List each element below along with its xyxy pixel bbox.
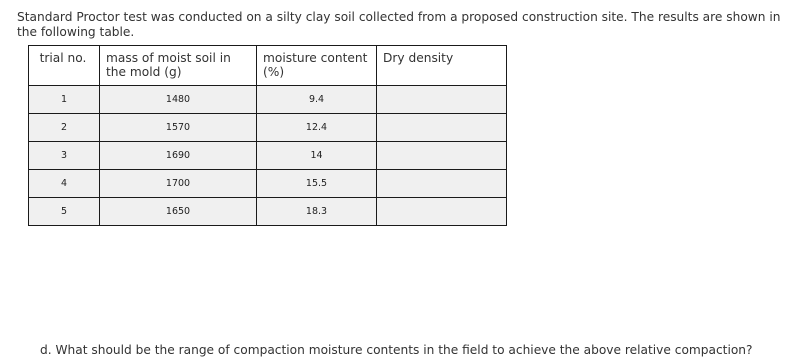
cell-moisture: 9.4 [257, 86, 377, 114]
header-mass-moist-soil: mass of moist soil in the mold (g) [100, 46, 257, 86]
cell-dry-density-input[interactable] [377, 142, 507, 170]
table-row [29, 170, 507, 198]
cell-dry-density-input[interactable] [377, 114, 507, 142]
table-row [29, 114, 507, 142]
header-trial-no: trial no. [29, 46, 100, 86]
cell-moisture: 15.5 [257, 170, 377, 198]
cell-mass: 1700 [100, 170, 257, 198]
problem-intro: Standard Proctor test was conducted on a silty clay soil collected from a proposed construction site. The results are shown in the following table. [17, 10, 781, 39]
table-row [29, 86, 507, 114]
cell-trial: 5 [29, 198, 100, 226]
proctor-results-table [28, 45, 507, 226]
cell-trial: 2 [29, 114, 100, 142]
cell-dry-density-input[interactable] [377, 170, 507, 198]
cell-moisture: 14 [257, 142, 377, 170]
cell-moisture: 18.3 [257, 198, 377, 226]
cell-mass: 1570 [100, 114, 257, 142]
table-row [29, 198, 507, 226]
header-moisture-content: moisture content (%) [257, 46, 377, 86]
cell-moisture: 12.4 [257, 114, 377, 142]
question-d: d. What should be the range of compaction moisture contents in the field to achieve the above relative compaction? [40, 343, 753, 357]
cell-trial: 3 [29, 142, 100, 170]
header-dry-density: Dry density [377, 46, 507, 86]
table-row [29, 142, 507, 170]
cell-mass: 1650 [100, 198, 257, 226]
cell-trial: 4 [29, 170, 100, 198]
cell-mass: 1480 [100, 86, 257, 114]
cell-dry-density-input[interactable] [377, 198, 507, 226]
cell-mass: 1690 [100, 142, 257, 170]
cell-dry-density-input[interactable] [377, 86, 507, 114]
cell-trial: 1 [29, 86, 100, 114]
table-header-row [29, 46, 507, 86]
